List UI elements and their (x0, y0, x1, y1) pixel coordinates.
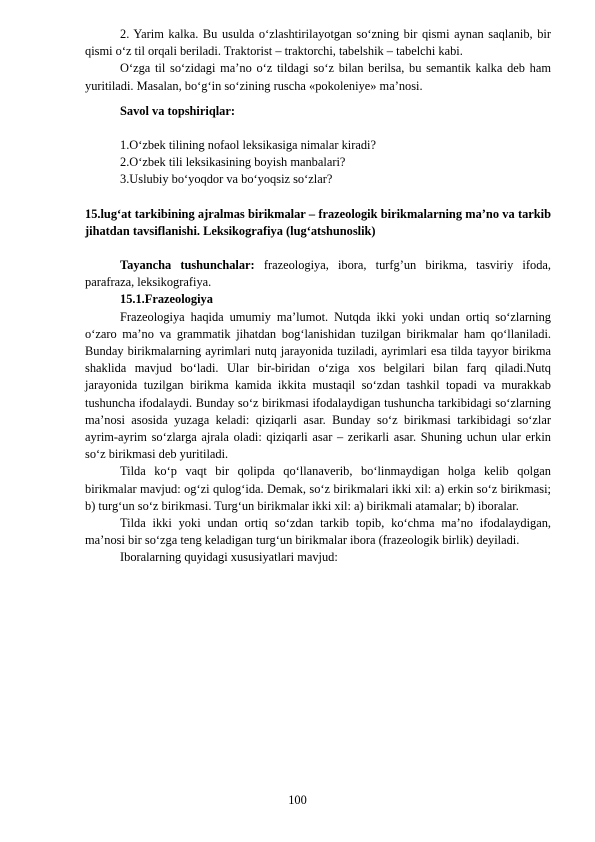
spacer (85, 240, 551, 257)
paragraph-semantik-kalka: O‘zga til so‘zidagi ma’no o‘z tildagi so‘z bilan berilsa, bu semantik kalka deb ham yuritiladi. Masalan, bo‘g‘in so‘zining ruscha «pokoleniye» ma’nosi. (85, 61, 551, 93)
question-2: 2.O‘zbek tili leksikasining boyish manbalari? (120, 155, 346, 170)
key-terms-text: frazeologiya, ibora, turfg’un birikma, tasviriy ifoda, parafraza, leksikografiya. (85, 258, 551, 290)
section-title: 15.lug‘at tarkibining ajralmas birikmalar – frazeologik birikmalarning ma’no va tarkib jihatdan tavsiflanishi. Leksikografiya (lug‘atshunoslik) (85, 206, 551, 238)
paragraph-frazeologiya: Frazeologiya haqida umumiy ma’lumot. Nutqda ikki yoki undan ortiq so‘zlarning o‘zaro ma’no va grammatik jihatdan bog‘lanishidan tuzilgan birikmalar ham qo‘llaniladi. Bunday birikmalarning ayrimlari nutq jarayonida tuziladi, ayrimlari esa tilda tayyor birikma shaklida mavjud bo‘ladi. Ular bir-biridan o‘ziga xos belgilari bilan farq qiladi.Nutq jarayonida tuzilgan birikma kamida ikkita mustaqil so‘zdan tashkil topadi va murakkab tushuncha ifodalaydi. Bunday so‘z birikmasi ifodalaydigan tushuncha tarkibidagi so‘zlarning ma’nosi asosida yuzaga keladi: qiziqarli asar. Bunday so‘z birikmasi tarkibidagi so‘zlar ayrim-ayrim so‘zlarga ajrala oladi: qiziqarli asar – zerikarli asar. Shuning uchun ular erkin so‘z birikmasi deb yuritiladi. (85, 309, 551, 462)
paragraph-turgun-birikmalar: Tilda ko‘p vaqt bir qolipda qo‘llanaverib, bo‘linmaydigan holga kelib qolgan birikmalar mavjud: og‘zi qulog‘ida. Demak, so‘z birikmalari ikki xil: a) erkin so‘z birikmasi; b) turg‘un so‘z birikmasi. Turg‘un birikmalar ikki xil: a) birikmali atamalar; b) iboralar. (85, 464, 551, 513)
spacer (85, 95, 551, 103)
questions-heading: Savol va topshiriqlar: (120, 103, 235, 118)
paragraph-yarim-kalka: 2. Yarim kalka. Bu usulda o‘zlashtirilayotgan so‘zning bir qismi aynan saqlanib, bir qismi o‘z til orqali beriladi. Traktorist – traktorchi, tabelshik – tabelchi kabi. (85, 27, 551, 59)
question-3: 3.Uslubiy bo‘yoqdor va bo‘yoqsiz so‘zlar? (120, 172, 333, 187)
paragraph-ibora-features: Iboralarning quyidagi xususiyatlari mavjud: (120, 550, 338, 565)
page-number: 100 (288, 793, 307, 807)
question-1: 1.O‘zbek tilining nofaol leksikasiga nimalar kiradi? (120, 138, 376, 153)
key-terms (85, 257, 551, 291)
page-content (85, 26, 551, 567)
spacer (85, 189, 551, 206)
key-terms-label: Tayancha tushunchalar: (120, 258, 255, 273)
subsection-title: 15.1.Frazeologiya (120, 292, 213, 307)
spacer (85, 120, 551, 137)
paragraph-ibora-definition: Tilda ikki yoki undan ortiq so‘zdan tarkib topib, ko‘chma ma’no ifodalaydigan, ma’nosi bir so‘zga teng keladigan turg‘un birikmalar ibora (frazeologik birlik) deyiladi. (85, 516, 551, 548)
